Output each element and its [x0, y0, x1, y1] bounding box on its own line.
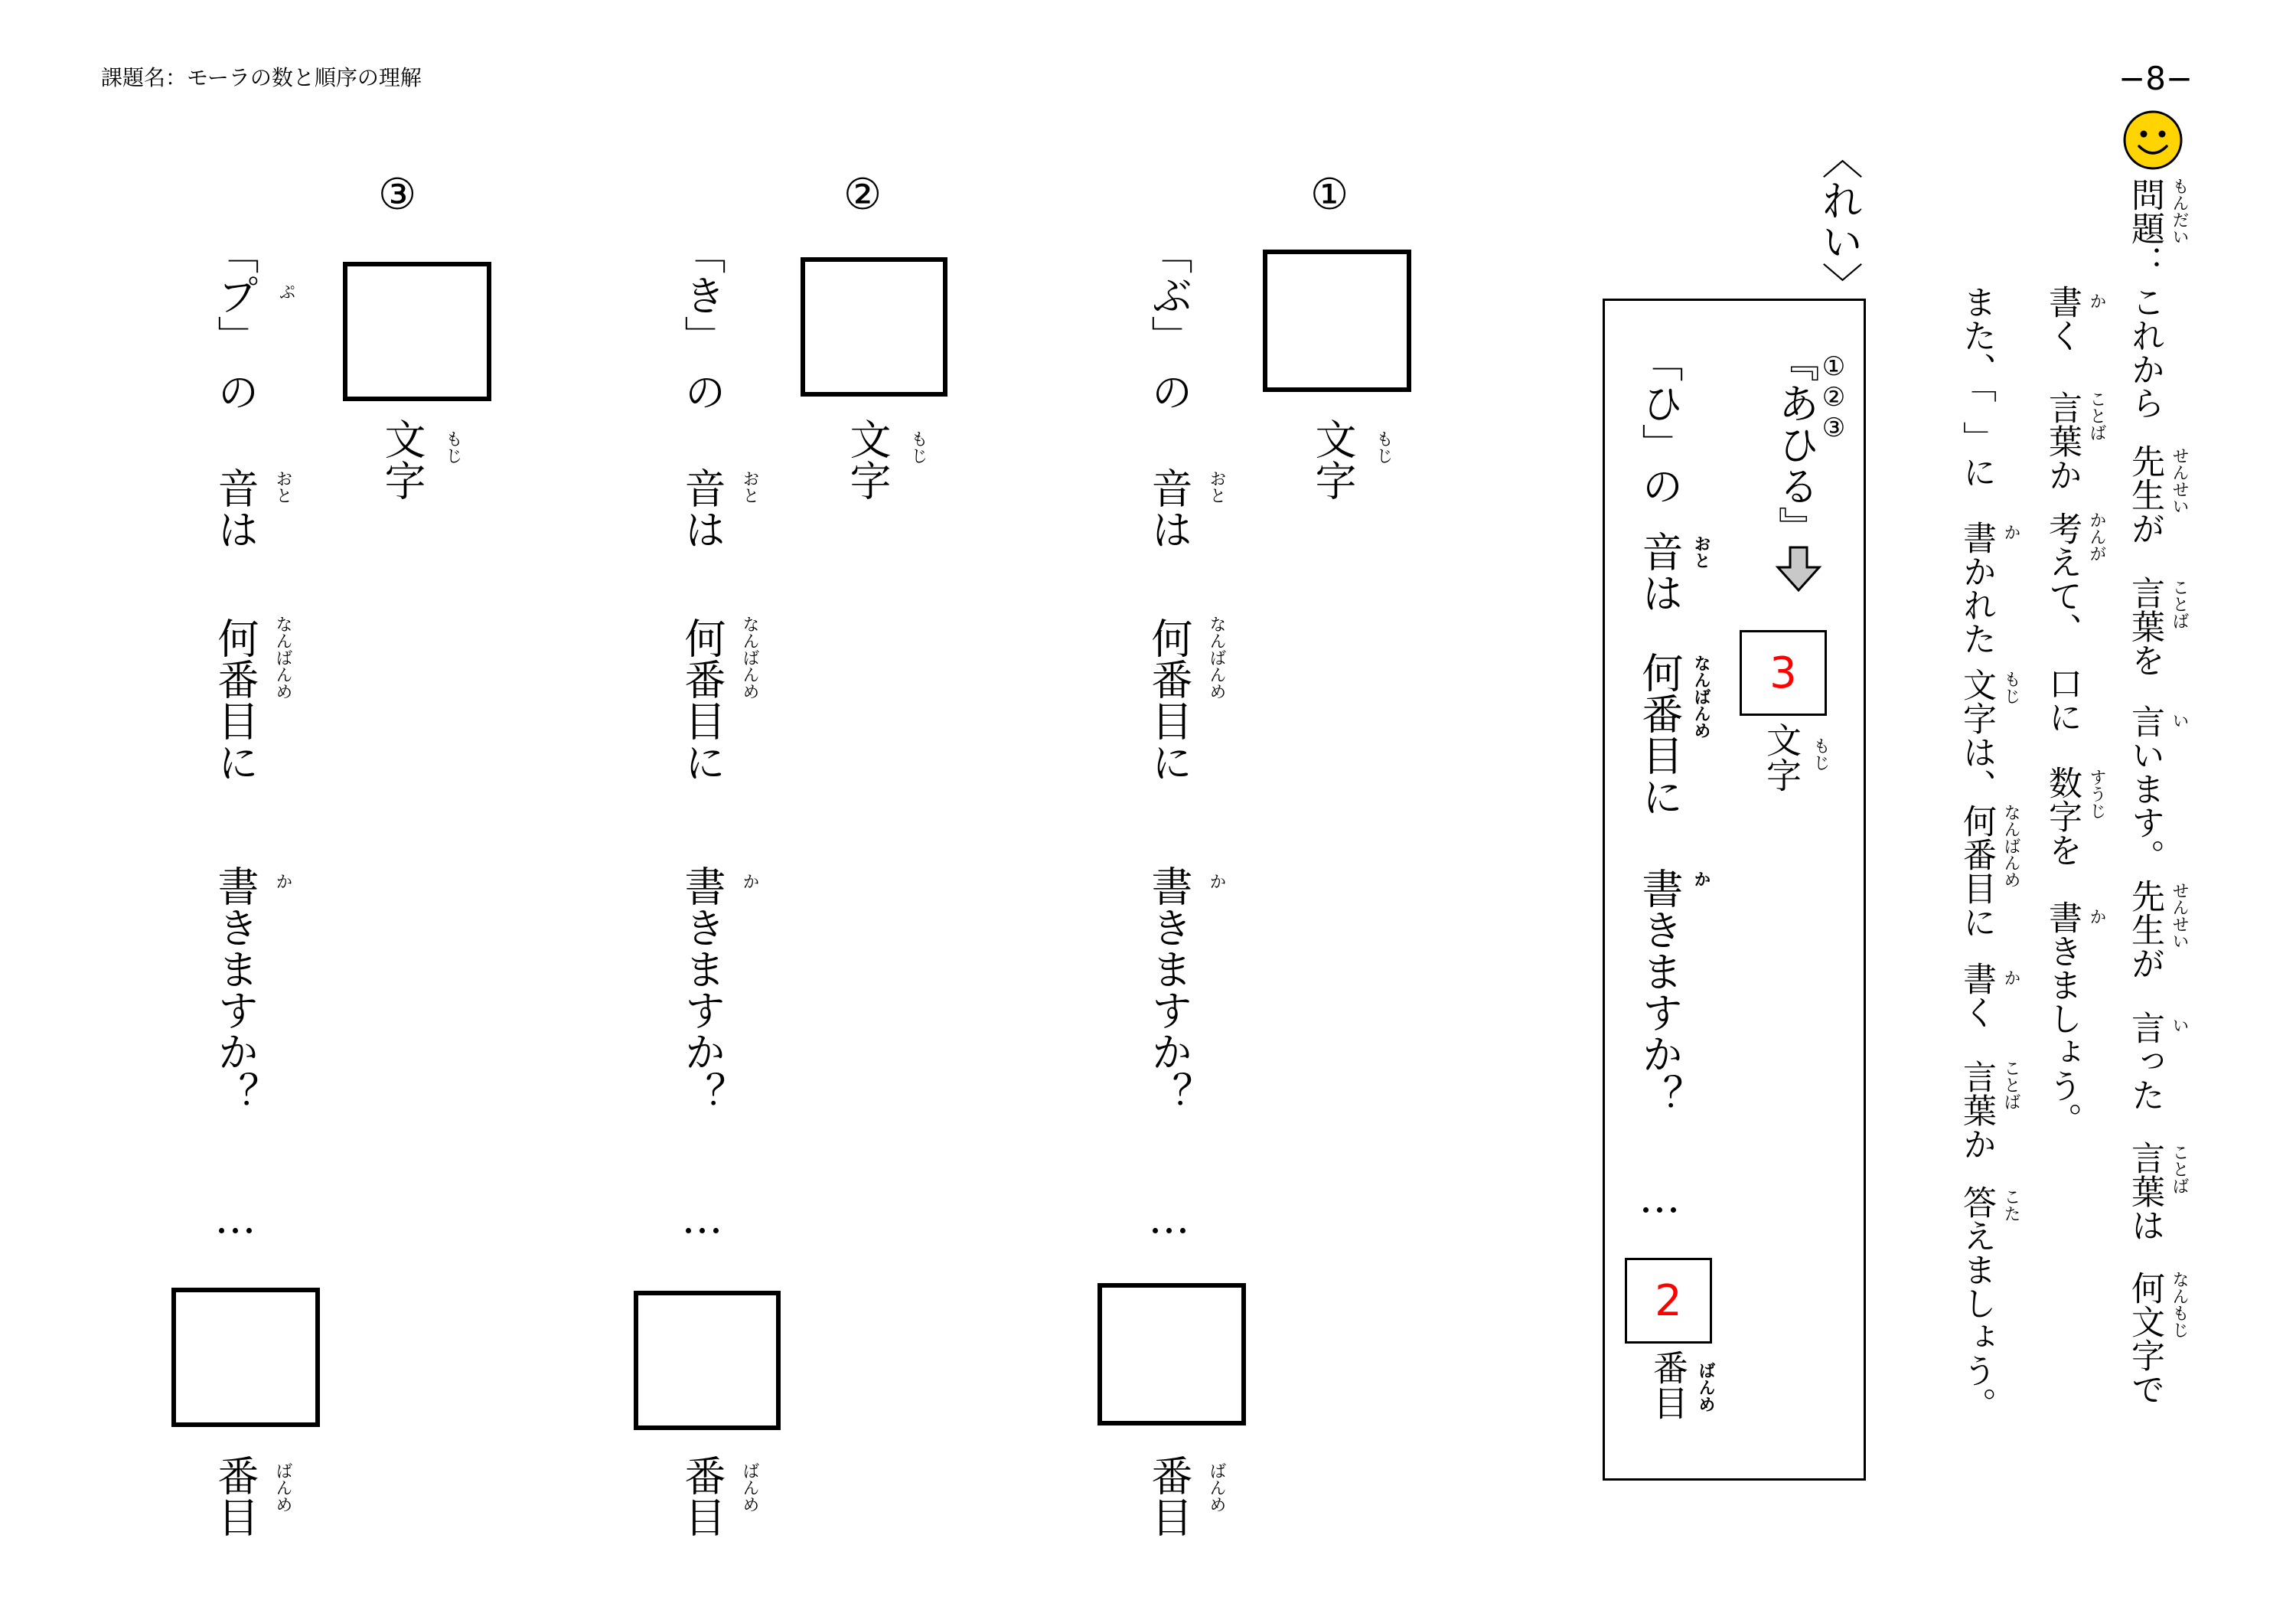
- ruby-oto: おと: [740, 470, 759, 504]
- ruby-suuji: すうじ: [2087, 769, 2106, 819]
- oto-wa: 音は: [678, 467, 726, 550]
- ruby-ka: か: [2087, 292, 2106, 309]
- problem-label: 問題：: [2125, 178, 2164, 279]
- example-heading: 〈れい〉: [1815, 138, 1864, 303]
- ruby-ka: か: [1691, 870, 1711, 887]
- instruction-line-2-word: 考えて、: [2043, 511, 2082, 646]
- order-answer-box[interactable]: [171, 1288, 320, 1427]
- instruction-line-1-word: 何文字で: [2125, 1271, 2164, 1406]
- question-number: ②: [843, 170, 882, 220]
- ruby-ka: か: [1207, 873, 1226, 890]
- example-kakimasuka: 書きますか？: [1636, 867, 1684, 1115]
- instruction-line-1-word: 先生が: [2125, 444, 2164, 545]
- particle-no: の: [678, 371, 726, 412]
- ruby-banme: ばんめ: [1207, 1462, 1226, 1513]
- instruction-line-3-word: 」に: [1957, 421, 1996, 488]
- instruction-line-3-word: 文字は、: [1957, 668, 1996, 802]
- instruction-line-2-word: 言葉か: [2043, 390, 2082, 491]
- ruby-ka: か: [740, 873, 759, 890]
- ruby-nanbanme: なんばんめ: [2001, 804, 2020, 888]
- ellipsis: …: [1145, 1194, 1193, 1243]
- example-count-answer: 3: [1740, 630, 1827, 716]
- order-answer-box[interactable]: [634, 1291, 781, 1430]
- example-nanbanme: 何番目に: [1636, 651, 1684, 817]
- quote-syllable: 「ぶ」: [1145, 233, 1193, 357]
- instruction-line-1-word: 言葉を: [2125, 576, 2164, 677]
- instruction-line-2-word: 書く: [2043, 285, 2082, 352]
- kakimasuka: 書きますか？: [678, 865, 726, 1113]
- instruction-line-1-word: 言葉は: [2125, 1141, 2164, 1242]
- kakimasuka: 書きますか？: [1145, 865, 1193, 1113]
- ruby-nanbanme: なんばんめ: [1207, 616, 1226, 700]
- instruction-line-1-word: 言います。: [2125, 704, 2164, 873]
- oto-wa: 音は: [211, 467, 259, 550]
- nanbanme-ni: 何番目に: [678, 617, 726, 782]
- ruby-i: い: [2170, 1017, 2189, 1034]
- order-label: 番目: [211, 1455, 259, 1537]
- ruby-banme: ばんめ: [1696, 1362, 1715, 1412]
- instruction-line-1-word: 先生が: [2125, 879, 2164, 980]
- ruby-nanbanme: なんばんめ: [273, 616, 292, 700]
- ruby-kanga: かんが: [2087, 511, 2106, 562]
- instruction-line-3-word: また、「: [1957, 285, 1996, 403]
- ruby-kotoba: ことば: [2001, 1060, 2020, 1110]
- ruby-kotoba: ことば: [2170, 579, 2189, 629]
- ruby-banme: ばんめ: [740, 1462, 759, 1513]
- ruby-kotoba: ことば: [2170, 1144, 2189, 1194]
- ruby-problem: もんだい: [2170, 178, 2189, 245]
- count-label: 文字: [378, 418, 426, 501]
- ruby-moji: もじ: [443, 430, 462, 464]
- ruby-nanbanme: なんばんめ: [1691, 655, 1711, 739]
- ruby-moji: もじ: [908, 430, 928, 464]
- example-word: 『あひる』: [1772, 341, 1820, 547]
- down-arrow-icon: [1772, 544, 1825, 595]
- instruction-line-3-word: 書く: [1957, 962, 1996, 1029]
- count-label: 文字: [1309, 418, 1357, 501]
- example-order-label: 番目: [1648, 1350, 1689, 1420]
- oto-wa: 音は: [1145, 467, 1193, 550]
- count-answer-box[interactable]: [1263, 250, 1411, 392]
- ruby-moji: もじ: [1811, 737, 1830, 771]
- nanbanme-ni: 何番目に: [211, 617, 259, 782]
- smiley-face-icon: [2122, 109, 2184, 171]
- example-quote: 「ひ」の: [1636, 341, 1684, 506]
- particle-no: の: [211, 371, 259, 412]
- instruction-line-2-word: 口に: [2043, 666, 2082, 733]
- ruby-pu: ぷ: [276, 283, 295, 300]
- ruby-oto: おと: [1207, 470, 1226, 504]
- instruction-line-3-word: 言葉か: [1957, 1060, 1996, 1161]
- ruby-nanmoji: なんもじ: [2170, 1271, 2189, 1338]
- quote-syllable: 「プ」: [211, 233, 259, 357]
- question-number: ③: [378, 170, 417, 220]
- ruby-ka: か: [2087, 908, 2106, 925]
- page-number: −8−: [2118, 60, 2193, 97]
- kakimasuka: 書きますか？: [211, 865, 259, 1113]
- order-label: 番目: [678, 1455, 726, 1537]
- count-label: 文字: [843, 418, 892, 501]
- instruction-line-1: これから: [2125, 285, 2164, 420]
- count-answer-box[interactable]: [343, 262, 491, 401]
- instruction-line-3-word: 書かれた: [1957, 521, 1996, 655]
- question-number: ①: [1310, 170, 1349, 220]
- ruby-moji: もじ: [2001, 671, 2020, 704]
- instruction-line-3-word: 答えましょう。: [1957, 1185, 1996, 1421]
- ruby-banme: ばんめ: [273, 1462, 292, 1513]
- example-markers: ①②③: [1818, 351, 1849, 443]
- worksheet-title: 課題名：モーラの数と順序の理解: [101, 65, 422, 90]
- ruby-sensei: せんせい: [2170, 447, 2189, 514]
- order-answer-box[interactable]: [1097, 1283, 1246, 1425]
- ruby-ka: か: [273, 873, 292, 890]
- count-answer-box[interactable]: [801, 257, 947, 397]
- ellipsis: …: [211, 1194, 259, 1243]
- ruby-oto: おと: [1691, 535, 1711, 569]
- ruby-kota: こた: [2001, 1188, 2020, 1222]
- particle-no: の: [1145, 371, 1193, 412]
- ruby-moji: もじ: [1374, 430, 1393, 464]
- instruction-line-2-word: 数字を: [2043, 766, 2082, 867]
- ruby-sensei: せんせい: [2170, 882, 2189, 949]
- ruby-kotoba: ことば: [2087, 390, 2106, 441]
- ruby-i: い: [2170, 712, 2189, 729]
- ruby-ka: か: [2001, 969, 2020, 986]
- example-panel: [1603, 299, 1866, 1481]
- example-order-answer: 2: [1625, 1258, 1712, 1344]
- ellipsis: …: [678, 1194, 726, 1243]
- example-count-label: 文字: [1761, 722, 1802, 792]
- ruby-ka: か: [2001, 524, 2020, 540]
- ruby-nanbanme: なんばんめ: [740, 616, 759, 700]
- nanbanme-ni: 何番目に: [1145, 617, 1193, 782]
- ruby-oto: おと: [273, 470, 292, 504]
- instruction-line-3-word: 何番目に: [1957, 804, 1996, 939]
- instruction-line-1-word: 言った: [2125, 1011, 2164, 1112]
- order-label: 番目: [1145, 1455, 1193, 1537]
- instruction-line-2-word: 書きましょう。: [2043, 900, 2082, 1136]
- example-ellipsis: …: [1636, 1174, 1684, 1222]
- example-oto: 音は: [1636, 531, 1684, 613]
- quote-syllable: 「き」: [678, 233, 726, 357]
